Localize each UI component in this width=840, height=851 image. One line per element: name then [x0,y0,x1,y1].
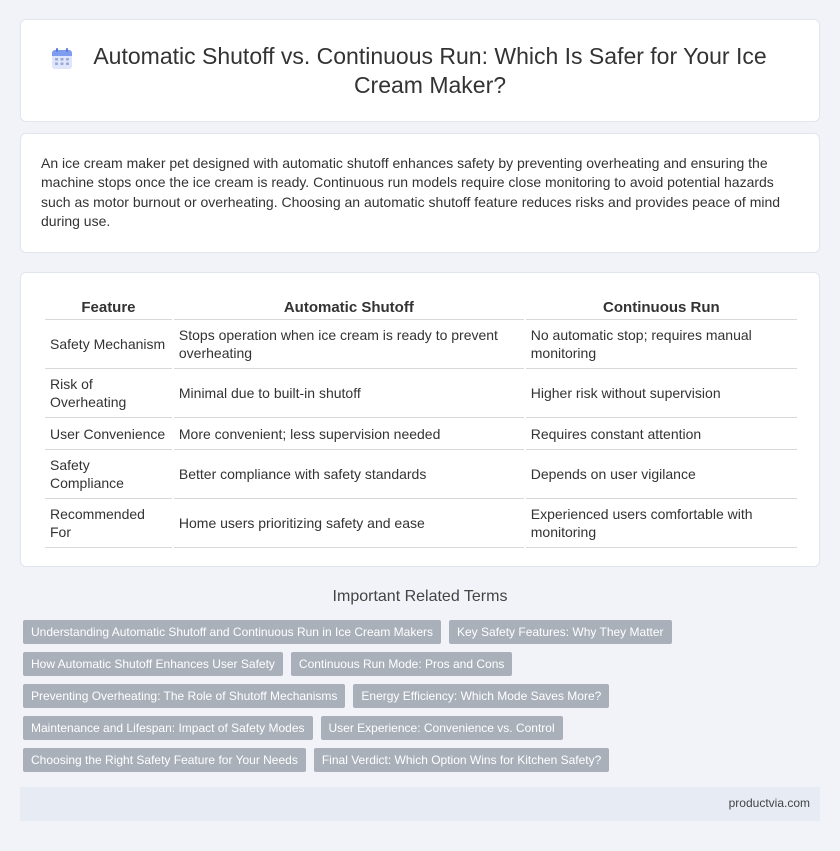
related-term-link[interactable]: Key Safety Features: Why They Matter [449,620,672,644]
column-header: Continuous Run [526,295,797,320]
related-term-link[interactable]: Maintenance and Lifespan: Impact of Safety Modes [23,716,313,740]
table-cell: Requires constant attention [526,418,797,450]
footer [20,787,820,821]
table-cell: Minimal due to built-in shutoff [174,369,524,418]
table-row [45,418,797,450]
table-row [45,499,797,548]
table-cell: Recommended For [45,499,172,548]
column-header: Feature [45,295,172,320]
table-cell: Home users prioritizing safety and ease [174,499,524,548]
related-term-link[interactable]: Final Verdict: Which Option Wins for Kitchen Safety? [314,748,609,772]
column-header: Automatic Shutoff [174,295,524,320]
table-cell: Higher risk without supervision [526,369,797,418]
table-cell: Better compliance with safety standards [174,450,524,499]
related-terms-list [23,620,803,780]
related-term-link[interactable]: Continuous Run Mode: Pros and Cons [291,652,512,676]
table-row [45,450,797,499]
table-cell: Depends on user vigilance [526,450,797,499]
table-cell: User Convenience [45,418,172,450]
intro-card [20,133,820,253]
table-cell: Risk of Overheating [45,369,172,418]
table-cell: Stops operation when ice cream is ready to prevent overheating [174,320,524,369]
related-term-link[interactable]: Preventing Overheating: The Role of Shutoff Mechanisms [23,684,345,708]
title-card [20,19,820,122]
comparison-card [20,272,820,567]
related-term-link[interactable]: Energy Efficiency: Which Mode Saves More? [353,684,609,708]
table-cell: No automatic stop; requires manual monitoring [526,320,797,369]
related-term-link[interactable]: Choosing the Right Safety Feature for Your Needs [23,748,306,772]
page-title: Automatic Shutoff vs. Continuous Run: Which Is Safer for Your Ice Cream Maker? [93,42,767,98]
table-cell: Safety Compliance [45,450,172,499]
table-row [45,320,797,369]
related-term-link[interactable]: How Automatic Shutoff Enhances User Safety [23,652,283,676]
intro-paragraph: An ice cream maker pet designed with automatic shutoff enhances safety by preventing overheating and ensuring the machine stops once the ice cream is ready. Continuous run models require close monitoring to avoid potential hazards such as motor burnout or overheating. Choosing an automatic shutoff feature reduces risks and provides peace of mind during use. [41,155,781,230]
table-cell: More convenient; less supervision needed [174,418,524,450]
table-row [45,369,797,418]
related-term-link[interactable]: User Experience: Convenience vs. Control [321,716,563,740]
table-cell: Experienced users comfortable with monitoring [526,499,797,548]
table-header-row [45,295,797,320]
table-cell: Safety Mechanism [45,320,172,369]
related-term-link[interactable]: Understanding Automatic Shutoff and Continuous Run in Ice Cream Makers [23,620,441,644]
comparison-table [43,295,799,548]
related-terms-title: Important Related Terms [332,588,508,605]
footer-site-link[interactable]: productvia.com [728,796,810,810]
